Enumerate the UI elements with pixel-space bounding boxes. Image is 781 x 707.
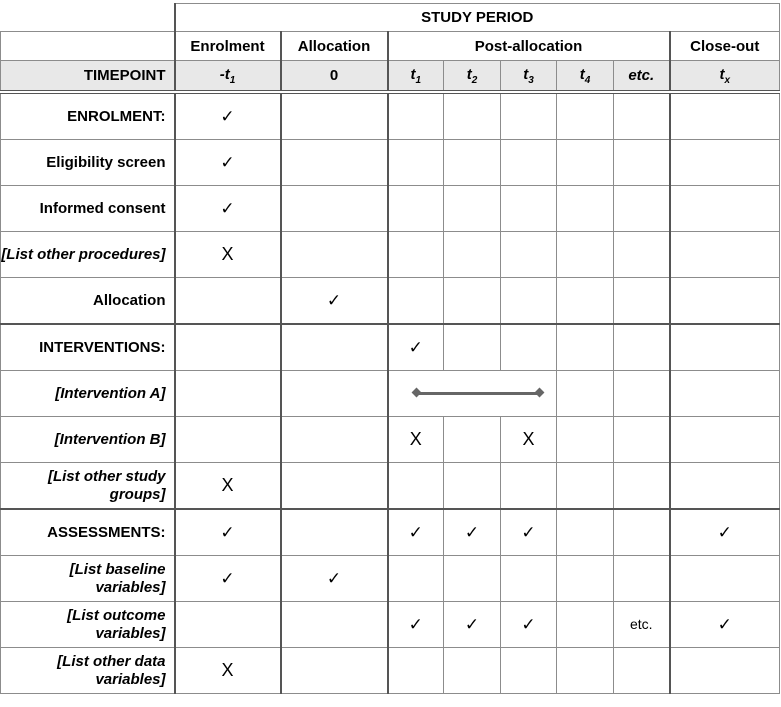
table-row	[1, 371, 780, 417]
check-icon: ✓	[326, 568, 342, 588]
phase-enrolment: Enrolment	[175, 32, 281, 61]
timepoint-t4	[557, 61, 614, 93]
cell	[557, 417, 614, 463]
cell	[557, 232, 614, 278]
table-row	[1, 324, 780, 371]
cell	[614, 509, 670, 556]
row-label: [List outcome variables]	[1, 602, 175, 648]
row-label: INTERVENTIONS:	[1, 324, 175, 371]
timepoint-t1-sub: 1	[415, 74, 422, 86]
cell	[557, 371, 614, 417]
cell	[281, 278, 388, 325]
check-icon: ✓	[408, 522, 423, 542]
timepoint-row	[1, 61, 780, 93]
cell	[281, 602, 388, 648]
cell	[175, 509, 281, 556]
check-icon: ✓	[521, 614, 536, 634]
cell	[501, 648, 557, 694]
cell	[501, 324, 557, 371]
cell	[670, 324, 780, 371]
cell	[670, 371, 780, 417]
phase-close-out: Close-out	[670, 32, 780, 61]
study-period-header: STUDY PERIOD	[175, 4, 780, 32]
cell	[614, 278, 670, 325]
timepoint-t1-base: t	[410, 65, 416, 83]
table-row	[1, 463, 780, 510]
cell	[670, 602, 780, 648]
cell	[175, 648, 281, 694]
cell	[670, 92, 780, 140]
cell	[444, 648, 501, 694]
cell	[281, 417, 388, 463]
cell	[501, 232, 557, 278]
check-icon: ✓	[717, 614, 732, 634]
cell	[670, 556, 780, 602]
cell	[614, 371, 670, 417]
etc-text: etc.	[629, 616, 653, 632]
cell	[281, 463, 388, 510]
check-icon: ✓	[464, 522, 480, 542]
cell	[501, 556, 557, 602]
cell	[444, 417, 501, 463]
row-label: ASSESSMENTS:	[1, 509, 175, 556]
table-row	[1, 648, 780, 694]
cell	[670, 232, 780, 278]
cell	[388, 509, 444, 556]
cell	[175, 417, 281, 463]
cell	[175, 371, 281, 417]
cell	[388, 92, 444, 140]
cell	[614, 186, 670, 232]
cell	[614, 463, 670, 510]
check-icon: ✓	[464, 614, 480, 634]
cell	[614, 324, 670, 371]
cell	[388, 140, 444, 186]
row-label: [Intervention B]	[1, 417, 175, 463]
cell	[281, 371, 388, 417]
cell	[444, 556, 501, 602]
cell	[670, 140, 780, 186]
table-row	[1, 556, 780, 602]
cell	[557, 602, 614, 648]
cell	[501, 509, 557, 556]
cell	[175, 278, 281, 325]
phase-allocation: Allocation	[281, 32, 388, 61]
cell	[388, 324, 444, 371]
cell	[175, 232, 281, 278]
cell	[670, 648, 780, 694]
cell	[175, 463, 281, 510]
row-label: Eligibility screen	[1, 140, 175, 186]
cell	[501, 463, 557, 510]
intervention-span-line	[417, 392, 541, 395]
cell	[614, 602, 670, 648]
cell	[670, 186, 780, 232]
timepoint-t4-sub: 4	[584, 74, 591, 86]
cell	[557, 92, 614, 140]
row-label: ENROLMENT:	[1, 92, 175, 140]
cell	[388, 648, 444, 694]
cell	[388, 417, 444, 463]
cross-mark: X	[221, 660, 234, 680]
study-period-row	[1, 4, 780, 32]
cell	[501, 92, 557, 140]
cell	[281, 140, 388, 186]
cell	[557, 648, 614, 694]
cross-mark: X	[409, 429, 422, 449]
timepoint-t3-sub: 3	[528, 74, 534, 86]
timepoint-etc-label: etc.	[628, 67, 655, 84]
cell	[388, 278, 444, 325]
cross-mark: X	[221, 475, 234, 495]
cell	[670, 509, 780, 556]
cell	[388, 556, 444, 602]
timepoint-enrol	[175, 61, 281, 93]
corner-cell	[1, 4, 175, 32]
cell	[444, 602, 501, 648]
cell	[501, 417, 557, 463]
cell	[281, 324, 388, 371]
intervention-span-cell	[388, 371, 557, 417]
cell	[614, 417, 670, 463]
check-icon: ✓	[717, 522, 732, 542]
timepoint-etc	[614, 61, 670, 93]
cell	[281, 186, 388, 232]
row-label: [List other study groups]	[1, 463, 175, 510]
cell	[614, 232, 670, 278]
phase-row	[1, 32, 780, 61]
table-row	[1, 232, 780, 278]
table-row	[1, 509, 780, 556]
row-label: [List other data variables]	[1, 648, 175, 694]
cell	[388, 463, 444, 510]
cell	[670, 278, 780, 325]
cell	[175, 186, 281, 232]
check-icon: ✓	[408, 337, 423, 357]
table-row	[1, 92, 780, 140]
span-start-diamond-icon	[411, 388, 421, 398]
cell	[444, 324, 501, 371]
timepoint-alloc: 0	[281, 61, 388, 93]
check-icon: ✓	[408, 614, 423, 634]
cross-mark: X	[221, 244, 234, 264]
timepoint-t2-sub: 2	[471, 74, 478, 86]
timepoint-t2-base: t	[466, 65, 472, 83]
check-icon: ✓	[220, 152, 235, 172]
cell	[281, 232, 388, 278]
table-row	[1, 278, 780, 325]
row-label: [List other procedures]	[1, 232, 175, 278]
check-icon: ✓	[326, 290, 342, 310]
cell	[670, 463, 780, 510]
cell	[175, 602, 281, 648]
timepoint-enrol-sub: 1	[229, 74, 236, 86]
cell	[614, 556, 670, 602]
cell	[175, 556, 281, 602]
cell	[281, 648, 388, 694]
cell	[388, 186, 444, 232]
phase-post-allocation: Post-allocation	[388, 32, 670, 61]
check-icon: ✓	[220, 106, 235, 126]
cell	[501, 602, 557, 648]
cell	[388, 232, 444, 278]
cell	[444, 278, 501, 325]
timepoint-tx-base: t	[719, 65, 725, 83]
check-icon: ✓	[521, 522, 536, 542]
timepoint-tx-sub: x	[724, 74, 731, 86]
check-icon: ✓	[220, 198, 235, 218]
cell	[614, 140, 670, 186]
cell	[557, 509, 614, 556]
cell	[501, 278, 557, 325]
cell	[557, 556, 614, 602]
cell	[501, 186, 557, 232]
cell	[444, 509, 501, 556]
timepoint-enrol-base: -t	[219, 65, 230, 83]
timepoint-t3-base: t	[523, 65, 529, 83]
cell	[557, 463, 614, 510]
cell	[444, 92, 501, 140]
row-label: Informed consent	[1, 186, 175, 232]
check-icon: ✓	[220, 568, 235, 588]
cell	[614, 92, 670, 140]
cell	[444, 232, 501, 278]
row-label: [Intervention A]	[1, 371, 175, 417]
table-row	[1, 602, 780, 648]
cell	[175, 140, 281, 186]
check-icon: ✓	[220, 522, 235, 542]
timepoint-t2	[444, 61, 501, 93]
cell	[175, 324, 281, 371]
intervention-span	[389, 371, 557, 416]
row-label: Allocation	[1, 278, 175, 325]
cell	[444, 463, 501, 510]
cell	[557, 186, 614, 232]
phase-label-cell	[1, 32, 175, 61]
timepoint-t4-base: t	[579, 65, 585, 83]
table-row	[1, 417, 780, 463]
timepoint-tx	[670, 61, 780, 93]
cell	[557, 324, 614, 371]
cell	[614, 648, 670, 694]
cell	[557, 278, 614, 325]
cell	[501, 140, 557, 186]
table-row	[1, 186, 780, 232]
cell	[281, 509, 388, 556]
cell	[557, 140, 614, 186]
timepoint-t3	[501, 61, 557, 93]
cell	[444, 140, 501, 186]
row-label: [List baseline variables]	[1, 556, 175, 602]
cell	[281, 556, 388, 602]
cell	[670, 417, 780, 463]
cross-mark: X	[522, 429, 535, 449]
timepoint-label: TIMEPOINT	[1, 61, 175, 93]
cell	[444, 186, 501, 232]
cell	[281, 92, 388, 140]
span-end-diamond-icon	[535, 388, 545, 398]
cell	[388, 602, 444, 648]
timepoint-t1	[388, 61, 444, 93]
table-row	[1, 140, 780, 186]
schedule-table	[0, 3, 780, 694]
cell	[175, 92, 281, 140]
